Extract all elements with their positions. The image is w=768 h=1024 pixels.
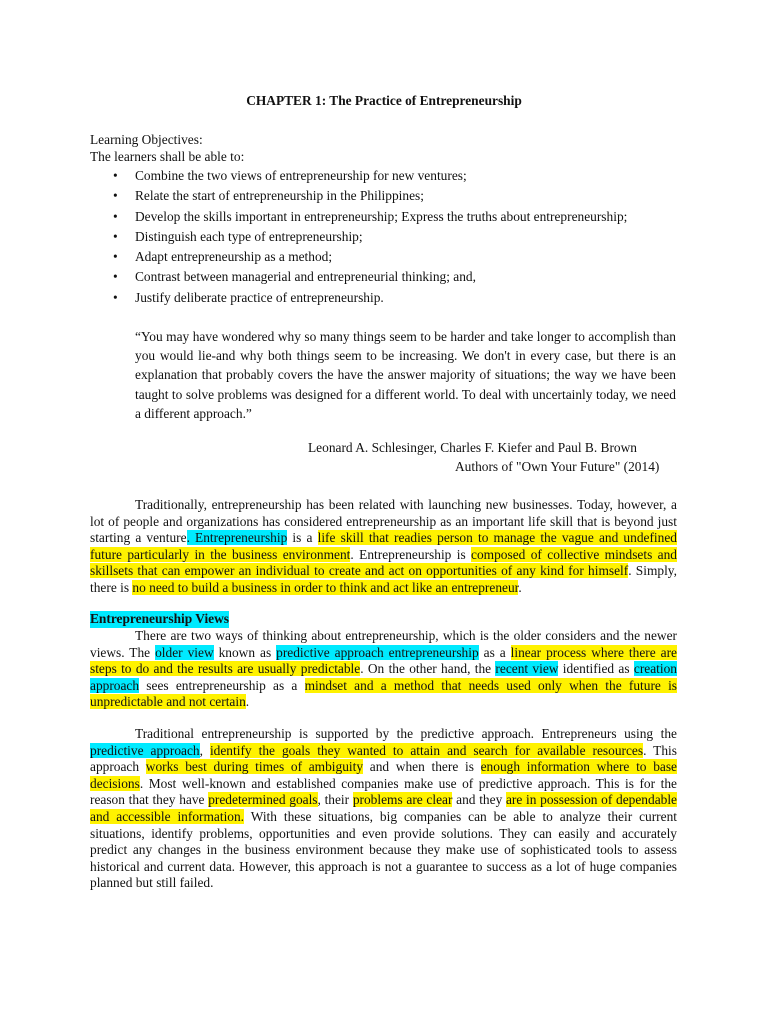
highlight-yellow: are in possession of dependable and accessible information. [90, 792, 678, 824]
text-run: and when there is [363, 759, 481, 775]
text-run: . [518, 579, 522, 595]
text-run: There are two ways of thinking about entrepreneurship, which is the older considers and the newer views. The [90, 628, 677, 660]
learning-objectives-heading: Learning Objectives: [90, 132, 203, 147]
highlight-yellow: problems are clear [352, 792, 453, 808]
highlight-cyan: predictive approach [90, 742, 200, 758]
text-run: . Most well-known and established companies make use of predictive approach. This is for the reason that they have [90, 775, 677, 808]
highlight-yellow: enough information where to base decisions [90, 759, 677, 791]
text-run: . Entrepreneurship is [350, 546, 472, 562]
objective-item: • Relate the start of entrepreneurship in the Philippines; [113, 186, 627, 206]
objectives-list [113, 166, 627, 308]
highlight-cyan: recent view [495, 661, 559, 677]
text-run: With these situations, big companies can be able to analyze their current situations, identify problems, opportunities and even provide solutions. They can easily and accurately predict any changes in the business environment because they make use of sophisticated tools to assess historical and current data. However, this approach is not a guarantee to success as a lot of huge companies planned but still failed. [90, 808, 677, 891]
highlight-yellow: predetermined goals [208, 792, 318, 808]
text-run: and they [452, 792, 506, 808]
highlight-yellow: linear process where there are steps to do and the results are usually predictable [90, 644, 677, 677]
highlight-yellow: works best during times of ambiguity [145, 759, 364, 775]
paragraph-entrepreneurship-definition [90, 497, 677, 597]
paragraph-predictive-approach [90, 726, 677, 892]
objective-item: • Distinguish each type of entrepreneurship; [113, 227, 627, 247]
text-run: is a [287, 530, 318, 546]
text-run: . [245, 694, 250, 710]
learning-objectives-intro: The learners shall be able to: [90, 149, 245, 164]
text-run: . On the other hand, the [360, 661, 496, 677]
highlight-yellow: mindset and a method that needs used only when the future is unpredictable and not certain [90, 677, 678, 710]
text-run: sees entrepreneurship as a [139, 677, 305, 693]
highlight-cyan: predictive approach entrepreneurship [276, 644, 479, 660]
highlight-cyan: . Entrepreneurship [186, 530, 288, 546]
paragraph-two-views [90, 628, 677, 711]
text-run: identified as [558, 661, 634, 677]
objective-item: • Adapt entrepreneurship as a method; [113, 247, 627, 267]
opening-quote: “You may have wondered why so many things seem to be harder and take longer to accomplish than you would lie-and why both things seem to be increasing. We don't in every case, but there is an explanation that probably covers the have the answer majority of situations; the way we have been taught to solve problems was designed for a different world. To deal with uncertainly today, we need a different approach.” [135, 329, 676, 421]
highlight-cyan: older view [155, 644, 214, 660]
text-run: Traditionally, entrepreneurship has been related with launching new businesses. Today, however, a lot of people and organizations has considered entrepreneurship as an important life skill that is beyond just starting a venture [90, 497, 677, 546]
text-run: as a [478, 644, 511, 660]
section-heading-views: Entrepreneurship Views [90, 611, 230, 626]
chapter-title: CHAPTER 1: The Practice of Entrepreneurship [246, 93, 522, 108]
objective-item: • Combine the two views of entrepreneurship for new ventures; [113, 166, 627, 186]
objective-item: • Contrast between managerial and entrepreneurial thinking; and, [113, 267, 627, 287]
text-run: Traditional entrepreneurship is supported by the predictive approach. Entrepreneurs using the [135, 726, 677, 741]
highlight-yellow: life skill that readies person to manage the vague and undefined future particularly in the business environment [90, 530, 677, 562]
highlight-yellow: no need to build a business in order to think and act like an entrepreneur [132, 579, 519, 595]
text-run: , [199, 742, 210, 758]
objective-item: • Justify deliberate practice of entrepreneurship. [113, 288, 627, 308]
text-run: . Simply, there is [90, 563, 677, 595]
text-run: known as [213, 644, 277, 660]
highlight-yellow: composed of collective mindsets and skillsets that can empower an individual to create and act on opportunities of any kind for himself [90, 546, 677, 579]
objective-item: • Develop the skills important in entrepreneurship; Express the truths about entrepreneurship; [113, 207, 627, 227]
quote-authors: Leonard A. Schlesinger, Charles F. Kiefer and Paul B. Brown [308, 440, 637, 455]
quote-source: Authors of "Own Your Future" (2014) [455, 459, 660, 474]
highlight-yellow: identify the goals they wanted to attain and search for available resources [209, 742, 644, 758]
highlight-cyan: creation approach [90, 661, 677, 693]
text-run: , their [317, 792, 353, 808]
text-run: . This approach [90, 742, 677, 775]
